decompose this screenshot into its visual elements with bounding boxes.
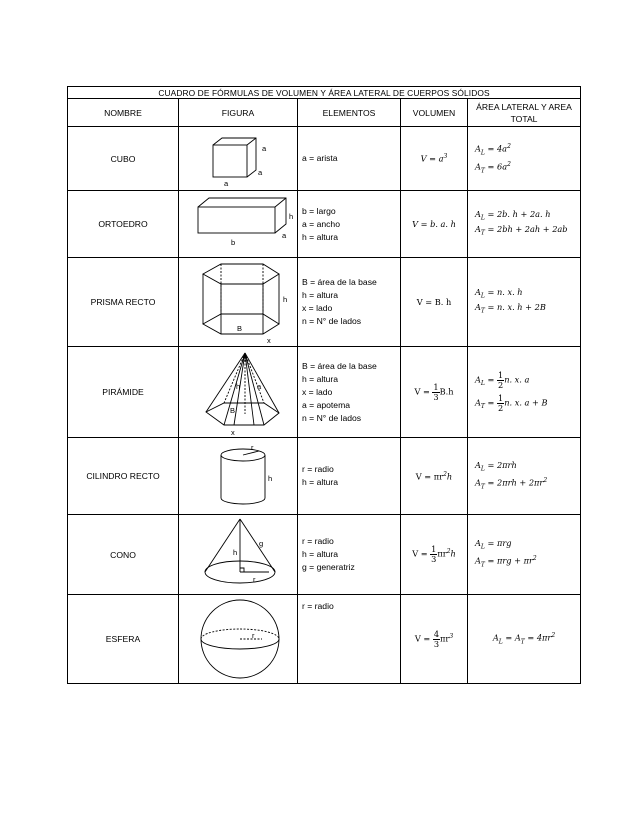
table-row-prisma bbox=[68, 258, 581, 347]
cone-figure bbox=[179, 515, 299, 594]
cube-label-a2: a bbox=[258, 168, 263, 177]
prism-figure bbox=[179, 258, 299, 346]
cube-figure-cell bbox=[179, 127, 298, 191]
area-lateral: $A_L = 2\pi rh$ bbox=[475, 459, 517, 473]
cube-label-a1: a bbox=[262, 144, 267, 153]
row-name: ESFERA bbox=[68, 595, 179, 684]
cylinder-figure-cell bbox=[179, 438, 298, 515]
row-name: CONO bbox=[68, 515, 179, 595]
cuboid-label-a: a bbox=[282, 231, 287, 240]
sphere-figure bbox=[179, 595, 299, 683]
cylinder-label-r: r bbox=[251, 443, 254, 452]
cuboid-figure-cell bbox=[179, 191, 298, 258]
row-volume: $V = a^3$ bbox=[401, 127, 468, 191]
header-volume: VOLUMEN bbox=[401, 99, 468, 127]
row-name: PRISMA RECTO bbox=[68, 258, 179, 347]
row-volume: V = b. a. h bbox=[401, 191, 468, 258]
cube-figure bbox=[179, 127, 299, 190]
cone-label-h: h bbox=[233, 548, 238, 557]
row-area bbox=[468, 258, 581, 347]
pyramid-figure bbox=[179, 347, 299, 437]
cylinder-label-h: h bbox=[268, 474, 273, 483]
table-row-ortoedro bbox=[68, 191, 581, 258]
row-area bbox=[468, 191, 581, 258]
sphere-label-r: r bbox=[252, 631, 255, 640]
cone-figure-cell bbox=[179, 515, 298, 595]
table-row-piramide bbox=[68, 347, 581, 438]
row-name: PIRÁMIDE bbox=[68, 347, 179, 438]
row-name: CILINDRO RECTO bbox=[68, 438, 179, 515]
cylinder-figure bbox=[179, 438, 299, 514]
cube-label-a3: a bbox=[224, 179, 229, 188]
row-name: ORTOEDRO bbox=[68, 191, 179, 258]
title-row bbox=[68, 87, 581, 99]
area-total: $A_T$ = $\frac{1}{2}$ n. x. a + B bbox=[475, 393, 548, 413]
row-elements: r = radio h = altura bbox=[298, 438, 401, 515]
row-volume: V = B. h bbox=[401, 258, 468, 347]
table-row-cono bbox=[68, 515, 581, 595]
area-total: $A_T = 2\pi rh + 2\pi r^2$ bbox=[475, 476, 548, 490]
row-area bbox=[468, 127, 581, 191]
sphere-equator-back bbox=[201, 629, 279, 639]
header-name: NOMBRE bbox=[68, 99, 179, 127]
cuboid-label-b: b bbox=[231, 238, 236, 247]
area-lateral: $A_L$ = $\frac{1}{2}$ n. x. a bbox=[475, 370, 530, 390]
area-lateral: $A_L = 4a^2$ bbox=[475, 143, 511, 157]
area-total: $A_T = 2bh + 2ah + 2ab$ bbox=[475, 224, 568, 237]
sphere-figure-cell bbox=[179, 595, 298, 684]
pyramid-label-a: a bbox=[257, 382, 262, 391]
row-elements: B = área de la base h = altura x = lado a = apotema n = N° de lados bbox=[298, 347, 401, 438]
pyramid-base bbox=[206, 403, 279, 425]
cylinder-bottom bbox=[221, 498, 265, 504]
area-lateral: $A_L = n$. x. h bbox=[475, 287, 523, 300]
area-total: $A_T = n$. x. h + 2B bbox=[475, 302, 546, 315]
header-area: ÁREA LATERAL Y AREA TOTAL bbox=[468, 99, 581, 127]
row-area: $A_L = A_T = 4\pi r^2$ bbox=[468, 595, 581, 684]
formula-table bbox=[67, 86, 581, 684]
pyramid-label-x: x bbox=[231, 428, 235, 437]
pyramid-label-B: B bbox=[230, 406, 236, 415]
row-elements: r = radio bbox=[298, 595, 401, 684]
pyramid-label-h: h bbox=[236, 382, 241, 391]
prism-figure-cell bbox=[179, 258, 298, 347]
row-area bbox=[468, 347, 581, 438]
header-figure: FIGURA bbox=[179, 99, 298, 127]
cuboid-label-h: h bbox=[289, 212, 294, 221]
row-elements: r = radio h = altura g = generatriz bbox=[298, 515, 401, 595]
row-elements: b = largo a = ancho h = altura bbox=[298, 191, 401, 258]
element-line: a = arista bbox=[302, 153, 338, 163]
header-elements: ELEMENTOS bbox=[298, 99, 401, 127]
row-area bbox=[468, 438, 581, 515]
prism-top-face bbox=[203, 264, 279, 284]
prism-label-x: x bbox=[267, 336, 271, 345]
area-lateral: $A_L = \pi rg$ bbox=[475, 538, 512, 552]
area-total: $A_T = \pi rg + \pi r^2$ bbox=[475, 555, 537, 569]
cube-back-edges bbox=[213, 138, 256, 177]
table-title: CUADRO DE FÓRMULAS DE VOLUMEN Y ÁREA LATERAL DE CUERPOS SÓLIDOS bbox=[68, 87, 581, 99]
cube-front-face bbox=[213, 145, 247, 177]
prism-label-h: h bbox=[283, 295, 288, 304]
row-volume: $V = \pi r^2h$ bbox=[401, 438, 468, 515]
pyramid-figure-cell bbox=[179, 347, 298, 438]
row-volume: V = $\frac{1}{3}$ $\pi r^2h$ bbox=[401, 515, 468, 595]
cone-label-g: g bbox=[259, 539, 264, 548]
row-volume: V = $\frac{4}{3}$ $\pi r^3$ bbox=[401, 595, 468, 684]
table-row-esfera bbox=[68, 595, 581, 684]
area-total: $A_T = 6a^2$ bbox=[475, 160, 511, 174]
header-row bbox=[68, 99, 581, 127]
cone-label-r: r bbox=[253, 575, 256, 584]
row-volume: V = $\frac{1}{3}$ B.h bbox=[401, 347, 468, 438]
area-lateral: $A_L = 2b$. h + 2a. h bbox=[475, 209, 551, 222]
table-row-cubo bbox=[68, 127, 581, 191]
cuboid-figure bbox=[179, 191, 299, 257]
cuboid-front-face bbox=[198, 207, 275, 233]
table-row-cilindro bbox=[68, 438, 581, 515]
row-elements bbox=[298, 127, 401, 191]
prism-label-B: B bbox=[237, 324, 243, 333]
row-area bbox=[468, 515, 581, 595]
sphere-equator-front bbox=[201, 639, 279, 649]
row-name: CUBO bbox=[68, 127, 179, 191]
row-elements: B = área de la base h = altura x = lado n = N° de lados bbox=[298, 258, 401, 347]
